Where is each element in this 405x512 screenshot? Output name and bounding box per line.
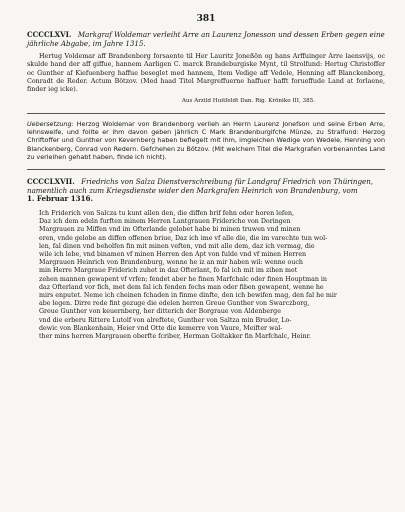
text-line: eren, vnde gelobe an diffen offenen briue, Daz ich ime vf alle die, die im varechte tun wol-	[39, 234, 328, 242]
text-line: ther mins herren Margrauen oberfte fcriber, Herman Goltakker fin Marfchalc, Heinr.	[39, 332, 311, 340]
page-number: 381	[196, 14, 216, 24]
doc-title: Markgraf Woldemar verleiht Arre an Laurenz Jonesson und dessen Erben gegen eine jährliche Abgabe, im Jahre 1315.	[27, 30, 385, 48]
divider	[27, 113, 385, 114]
doc-heading-1	[27, 31, 385, 48]
text-line: mirs enputet. Neme ich cheinen fchaden in finme dinfte, den ich bewifen mag, den fal he mir	[39, 291, 337, 299]
text-line: wile ich lebe, vnd binamen vf minen Herren den Apt von fulde vnd vf minen Herren	[39, 250, 307, 258]
doc-body-text	[27, 210, 385, 341]
translation-label: Uebersetzung:	[27, 119, 74, 128]
text-line: dewic von Blankenhain, Heier vnd Otte die kemerre von Vaure, Meifter wal-	[39, 324, 283, 332]
text-line: zehen mannen gewapent vf vrfen; fendet aber he finen Marfchalc oder finen Houptman in	[39, 275, 327, 283]
text-line: len, fal dinen vnd beholfen fin mit minen veften, vnd mit alle dem, daz ich vermag, die	[39, 242, 315, 250]
text-line: daz Ofterland vor fich, met dem fal ich fenden fechs man oder fiben gewapent, wenne he	[39, 283, 324, 291]
translation-paragraph	[27, 120, 385, 161]
translation-text: Herzog Woldemar von Brandenborg verlieh an Herrn Laurenz Jonefson und seine Erben Arre, lehnsweife, und follte er ihm davon geben jährlich C Mark Brandenburgifche Münze, zu Stralfund: Herzog Chriftoffer und Gunther von Kevernberg haben befiegelt mit ihm, imgleichen Wedige von Wedele, Henning von Blanckenberg, Conrad von Redern. Gefchehen zu Bötzov. (Mit welchem Titel die Markgrafen vorbenanntes Land zu verleihen gehabt haben, finde ich nicht).	[27, 119, 385, 161]
doc-number: CCCCLXVII.	[27, 177, 75, 187]
text-line: min Herre Margraue Friderich zuhet in daz Ofterlant, fo fal ich mit im zihen met	[39, 267, 298, 275]
text-line: Margrauen zu Miffen vnd im Ofterlande gelobet habe bi minen truwen vnd minen	[39, 226, 301, 234]
text-line: Daz ich dem edeln furften minem Herren Lantgrauen Frideriche von Doringen	[39, 218, 291, 226]
text-line: Margrauen Heinrich von Brandenburg, wenne he iz an mir haben wil: wenne ouch	[39, 259, 303, 267]
text-line: abe legen. Dirre rede fint gezuge die edelen herren Greue Gunther von Swarczborg,	[39, 300, 310, 308]
source-citation: Aus Arzild Huitfeldt Dan. Rig. Kröniko III, 385.	[181, 97, 315, 104]
text-line: Ich Friderich von Salcza tu kunt allen den, die diffen brif fehn oder horen lefen,	[39, 209, 295, 217]
doc-date: 1. Februar 1316.	[27, 194, 93, 204]
document-section-2	[27, 178, 385, 341]
text-line: Greue Gunther von keuernberg, her ditterich der Borgraue von Aldenberge	[39, 308, 281, 316]
doc-heading-2	[27, 178, 385, 195]
section-divider	[27, 169, 385, 170]
text-line: vnd die erberu Rittere Lutolf von alreftete, Gunther von Saltza min Bruder, Lo-	[39, 316, 292, 324]
doc-body-text: Hertug Voldemar aff Brandenborg forsaente til Her Lauritz Joneßön og hans Arffuinger Arre laensvijs, oc skulde hand der aff giffue, hannem Aarligen C. marck Brandeburgiske Mynt, til Strolfund: Hertug Christoffer oc Gunther af Kiefuenberg haffue beseglet med hannem, Item Vedige aff Vedele, Henning aff Blanckenborg, Conradt de Reder. Actum Bötzov. (Med haad Titel Margreffuerne haffuer hafft forueffude Land at forlaene, finder ieg icke).	[27, 53, 385, 94]
document-section-1	[27, 31, 385, 161]
doc-number: CCCCLXVI.	[27, 30, 72, 39]
doc-title: Friedrichs von Salza Dienstverschreibung für Landgraf Friedrich von Thüringen, namentlich auch zum Kriegsdienste wider den Markgrafen Heinrich von Brandenburg, vom	[27, 177, 374, 195]
